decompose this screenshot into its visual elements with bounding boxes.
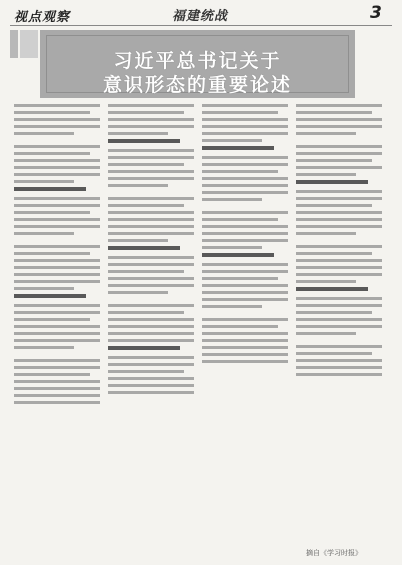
section-heading bbox=[108, 139, 180, 143]
header-rule bbox=[10, 25, 392, 26]
text-column-1 bbox=[14, 104, 100, 544]
section-heading bbox=[202, 146, 274, 150]
source-note: 摘自《学习时报》 bbox=[306, 549, 362, 557]
section-heading bbox=[202, 253, 274, 257]
column-tag-label bbox=[20, 30, 38, 58]
text-column-4 bbox=[296, 104, 382, 544]
section-heading bbox=[108, 246, 180, 250]
section-heading bbox=[14, 294, 86, 298]
section-heading bbox=[14, 187, 86, 191]
section-label: 视点观察 bbox=[14, 10, 71, 25]
text-column-3 bbox=[202, 104, 288, 544]
article-title-banner bbox=[40, 30, 355, 98]
article-title-line-1: 习近平总书记关于 bbox=[113, 50, 282, 72]
text-column-2 bbox=[108, 104, 194, 544]
article-title-line-2: 意识形态的重要论述 bbox=[102, 74, 292, 96]
section-heading bbox=[296, 180, 368, 184]
column-tag-bar bbox=[10, 30, 18, 58]
section-heading bbox=[296, 287, 368, 291]
page-number: 3 bbox=[370, 3, 382, 23]
publication-title: 福建统战 bbox=[172, 9, 229, 24]
section-heading bbox=[108, 346, 180, 350]
page-header bbox=[0, 0, 402, 30]
